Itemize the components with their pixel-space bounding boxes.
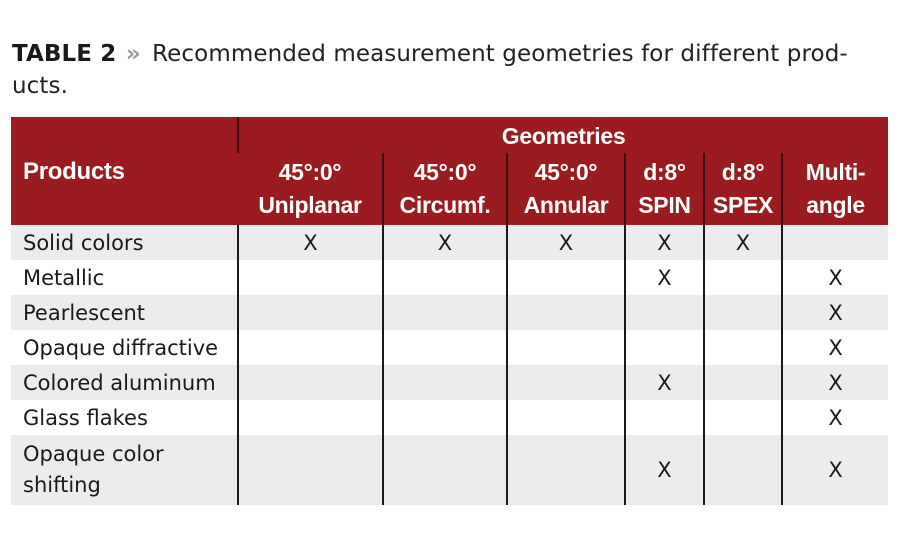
table-row (11, 400, 888, 435)
table-cell (383, 260, 507, 295)
table-cell (238, 365, 383, 400)
product-name: Opaque diffractive (23, 335, 219, 360)
double-chevron-icon: » (125, 41, 141, 67)
table-cell (704, 260, 782, 295)
header-row-group (11, 117, 888, 153)
table-cell (383, 330, 507, 365)
caption-text: Recommended measurement geometries for different prod-ucts. (12, 41, 848, 99)
table-row (11, 295, 888, 330)
table-cell (507, 295, 625, 330)
table-cell (383, 435, 507, 505)
table-caption (12, 38, 882, 102)
table-row (11, 225, 888, 260)
table-cell: X (782, 330, 888, 365)
table-cell: X (782, 295, 888, 330)
caption-label: TABLE 2 (12, 41, 117, 67)
table-cell: X (383, 225, 507, 260)
header-geometries: Geometries (238, 117, 888, 153)
table-cell: X (782, 260, 888, 295)
header-spin: d:8° SPIN (625, 153, 704, 225)
header-products: Products (11, 117, 238, 225)
header-circumf: 45°:0° Circumf. (383, 153, 507, 225)
table-cell: X (782, 400, 888, 435)
table-cell: X (704, 225, 782, 260)
table-cell (704, 365, 782, 400)
table-cell (625, 330, 704, 365)
table-cell: X (625, 260, 704, 295)
table-cell: X (625, 225, 704, 260)
table-cell (625, 400, 704, 435)
table-cell (507, 260, 625, 295)
table-row (11, 435, 888, 505)
table-cell (507, 365, 625, 400)
table-cell: X (782, 435, 888, 505)
table-cell (507, 400, 625, 435)
table-cell (704, 400, 782, 435)
table-cell: X (507, 225, 625, 260)
table-cell: X (782, 365, 888, 400)
table-cell (507, 435, 625, 505)
table-cell: X (238, 225, 383, 260)
product-name: Solid colors (11, 225, 238, 260)
header-multi-angle: Multi- angle (782, 153, 888, 225)
table-row (11, 260, 888, 295)
product-name: Opaque color shifting (11, 435, 238, 505)
table-cell (704, 435, 782, 505)
table-cell (704, 330, 782, 365)
table-cell: X (625, 365, 704, 400)
table-cell (238, 400, 383, 435)
product-name: Pearlescent (11, 295, 238, 330)
table-cell (507, 330, 625, 365)
table-cell (704, 295, 782, 330)
table-cell (383, 365, 507, 400)
table-cell: X (625, 435, 704, 505)
product-name: Colored aluminum (11, 365, 238, 400)
table-row (11, 365, 888, 400)
table-row (11, 330, 888, 365)
header-uniplanar: 45°:0° Uniplanar (238, 153, 383, 225)
header-annular: 45°:0° Annular (507, 153, 625, 225)
product-name: Metallic (23, 265, 105, 290)
table-cell (238, 330, 383, 365)
table-cell (238, 295, 383, 330)
table-cell (238, 260, 383, 295)
table-cell (782, 225, 888, 260)
table-cell (238, 435, 383, 505)
table-cell (383, 400, 507, 435)
geometries-table (11, 117, 888, 505)
product-name: Glass flakes (23, 405, 148, 430)
table-cell (625, 295, 704, 330)
header-spex: d:8° SPEX (704, 153, 782, 225)
table-cell (383, 295, 507, 330)
